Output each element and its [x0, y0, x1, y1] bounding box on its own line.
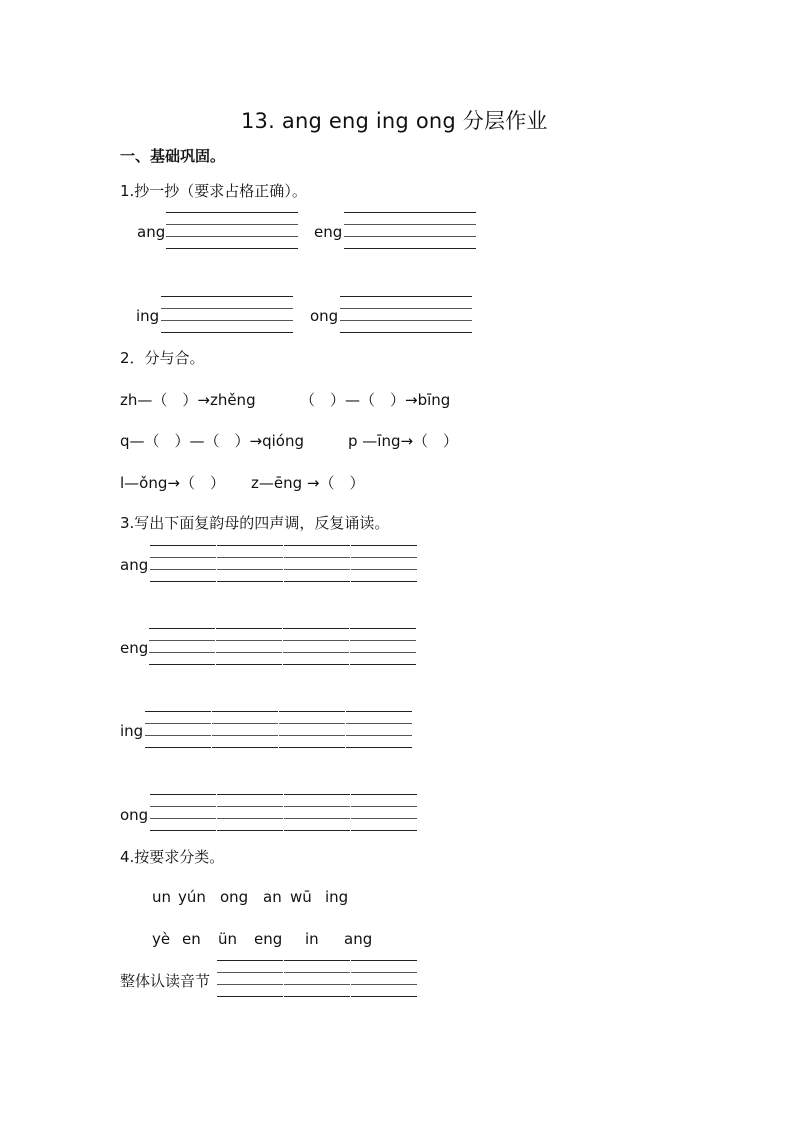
q1-label-ong: ong [310, 307, 339, 325]
q2-item-5[interactable]: l—ǒng→（ ） [120, 474, 225, 492]
q2-item-2[interactable]: （ ）—（ ）→bīng [300, 391, 451, 409]
q4-syllable: an [263, 888, 282, 906]
q2-item-6[interactable]: z—ēng →（ ） [251, 474, 365, 492]
section-heading-basic: 一、基础巩固。 [120, 147, 226, 165]
q4-category-label: 整体认读音节 [120, 972, 211, 990]
q2-item-4[interactable]: p —īng→（ ） [348, 432, 459, 450]
q3-label-eng: eng [120, 639, 149, 657]
q2-item-1[interactable]: zh—（ ）→zhěng [120, 391, 256, 409]
q4-syllable: en [182, 930, 201, 948]
question-2-prompt: 2．分与合。 [120, 349, 205, 367]
q4-syllable: eng [254, 930, 283, 948]
q1-label-eng: eng [314, 223, 343, 241]
q3-label-ang: ang [120, 556, 149, 574]
q4-syllable: ing [325, 888, 349, 906]
q3-label-ong: ong [120, 806, 149, 824]
q1-label-ing: ing [136, 307, 160, 325]
question-3-prompt: 3.写出下面复韵母的四声调，反复诵读。 [120, 514, 390, 532]
q4-syllable: wū [290, 888, 312, 906]
question-1-prompt: 1.抄一抄（要求占格正确）。 [120, 182, 307, 200]
q1-label-ang: ang [137, 223, 166, 241]
q4-syllable: ün [218, 930, 238, 948]
q4-syllable: in [305, 930, 319, 948]
page-title: 13. ang eng ing ong 分层作业 [241, 109, 548, 133]
q4-syllable: ang [344, 930, 373, 948]
q4-syllable: un [152, 888, 172, 906]
q3-label-ing: ing [120, 722, 144, 740]
q4-syllable: yún [178, 888, 206, 906]
q4-syllable: yè [152, 930, 171, 948]
question-4-prompt: 4.按要求分类。 [120, 848, 225, 866]
q2-item-3[interactable]: q—（ ）—（ ）→qióng [120, 432, 304, 450]
q4-syllable: ong [220, 888, 249, 906]
